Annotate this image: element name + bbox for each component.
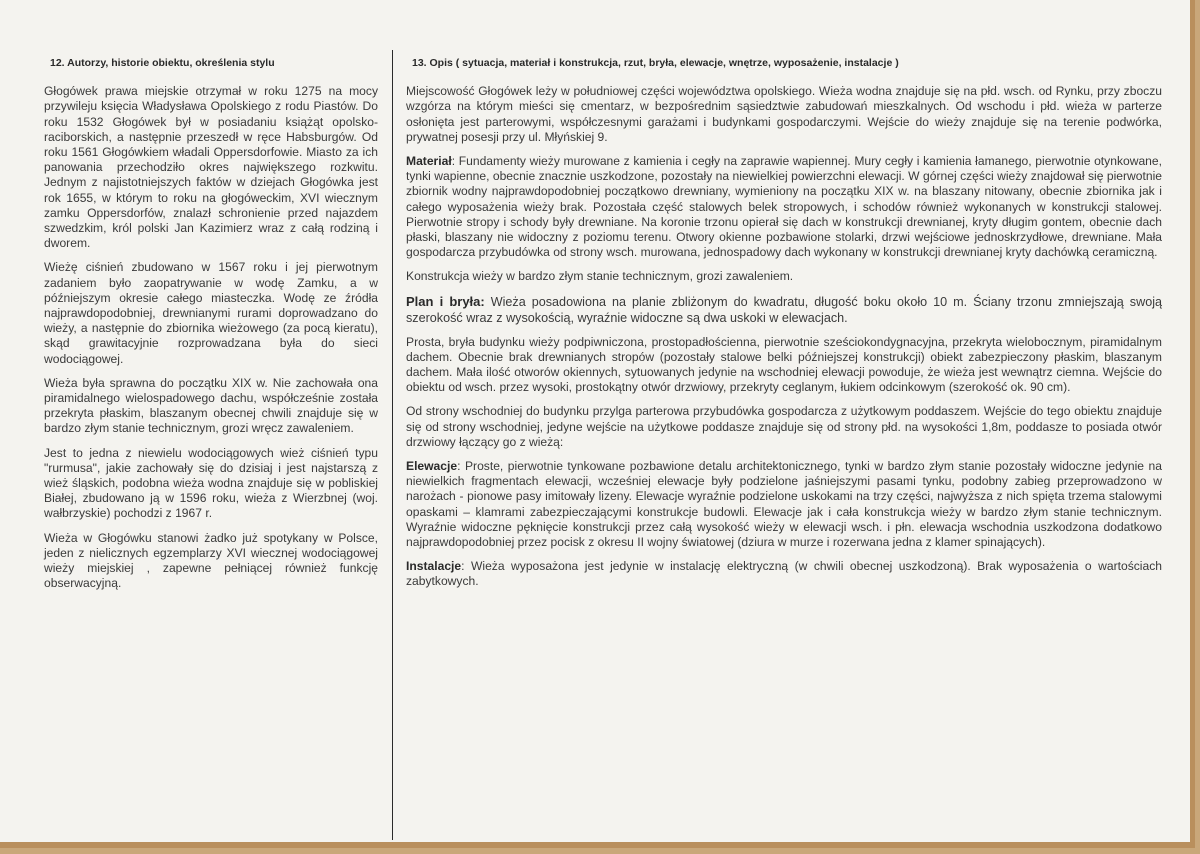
condition-paragraph: Konstrukcja wieży w bardzo złym stanie technicznym, grozi zawaleniem. xyxy=(406,269,794,284)
history-column xyxy=(44,56,378,601)
history-heading: 12. Autorzy, historie obiektu, określenia stylu xyxy=(50,57,275,69)
annex-paragraph: Od strony wschodniej do budynku przylga parterowa przybudówka gospodarcza z użytkowym poddaszem. Wejście do tego obiektu znajduje się od strony wschodniej, jedyne wejście na użytkowe poddasze znajduje się od strony płd. na wysokości 1,8m, poddasze to posiada otwór drzwiowy łączący go z wieżą: xyxy=(406,404,1162,449)
history-paragraph-3: Wieża była sprawna do początku XIX w. Nie zachowała ona piramidalnego wielospadowego dachu, współcześnie została przekryta płaskim, blaszanym obecnej chwili znajduje się w bardzo złym stanie technicznym, grozi wręcz zawaleniem. xyxy=(44,375,378,436)
description-column xyxy=(406,56,1162,599)
elevations-paragraph xyxy=(406,459,1162,550)
description-heading: 13. Opis ( sytuacja, materiał i konstrukcja, rzut, bryła, elewacje, wnętrze, wyposażenie, instalacje ) xyxy=(412,57,899,69)
installations-label: Instalacje xyxy=(406,559,462,574)
history-paragraph-5: Wieża w Głogówku stanowi żadko już spotykany w Polsce, jeden z nielicznych egzemplarzy XVI wiecznej wodociągowej wieży miejskiej , zapewne pełniącej również funkcję obserwacyjną. xyxy=(44,530,378,591)
material-label: Materiał xyxy=(406,154,452,169)
history-paragraph-2: Wieżę ciśnień zbudowano w 1567 roku i jej pierwotnym zadaniem było zaopatrywanie w wodę Zamku, a w późniejszym okresie całego miasteczka. Wodę ze źródła najprawdopodobniej, drewnianymi rurami doprowadzano do wieży, a następnie do zbiornika wieżowego (za pocą kieratu), skąd grawitacyjnie rozprowadzana była do sieci wodociągowej. xyxy=(44,260,378,366)
plan-label: Plan i bryła: xyxy=(406,293,485,309)
column-divider xyxy=(392,50,393,840)
body-paragraph: Prosta, bryła budynku wieży podpiwniczona, prostopadłościenna, pierwotnie sześciokondygnacyjna, przekryta wielobocznym, piramidalnym dachem. Obecnie brak drewnianych stropów (pozostały stalowe belki późniejszej konstrukcji) obiekt zabezpieczony płaskim, blaszanym dachem. Mała ilość otworów okiennych, sytuowanych jedynie na wschodniej elewacji powoduje, że wieża jest wewnątrz ciemna. Wejście do obiektu od wsch. przez wysoki, prostokątny otwór drzwiowy, przekryty ceglanym, łukiem odcinkowym (szerokość ok. 90 cm). xyxy=(406,334,1162,395)
installations-paragraph xyxy=(406,559,1162,589)
elevations-label: Elewacje xyxy=(406,459,458,474)
history-paragraph-4: Jest to jedna z niewielu wodociągowych wież ciśnień typu "rurmusa", jakie zachowały się do dzisiaj i jest najstarszą z wież śląskich, podobna wieża wodna znajduje się w pobliskiej Białej, zbudowano ją w 1596 roku, wieża z Wierzbnej (woj. wałbrzyskie) pochodzi z 1967 r. xyxy=(44,445,378,521)
installations-text: : Wieża wyposażona jest jedynie w instalację elektryczną (w chwili obecnej uszkodzoną). Brak wyposażenia o wartościach zabytkowych. xyxy=(406,559,1162,589)
material-text: : Fundamenty wieży murowane z kamienia i cegły na zaprawie wapiennej. Mury cegły i kamienia łamanego, pierwotnie otynkowane, tynki wapienne, obecnie znacznie uszkodzone, pozostały na niewielkiej powierzchni elewacji. W górnej części wieży znajdował się pierwotnie zbiornik wodny najprawdopodobniej początkowo drewniany, wymieniony na początku XIX w. na blaszany nitowany, obecnie zbiornika jak i całego wyposażenia wieży brak. Pozostała część stalowych belek stropowych, i schodów również wykonanych w konstrukcji stalowej. Pierwotnie stropy i schody były drewniane. Na koronie trzonu opierał się dach w konstrukcji drewnianej, kryty długim gontem, obecnie dach płaski, blaszany nie widoczny z poziomu terenu. Otwory okienne pozbawione stolarki, drzwi wejściowe jednoskrzydłowe, drewniane. Mała gospodarcza przybudówka od strony wsch. murowana, jednospadowy dach wykonany w konstrukcji drewnianej kryty dachówką ceramiczną. xyxy=(406,154,1162,260)
material-paragraph xyxy=(406,154,1162,260)
plan-paragraph xyxy=(406,294,1162,326)
elevations-text: : Proste, pierwotnie tynkowane pozbawione detalu architektonicznego, tynki w bardzo złym stanie pozostały widoczne jedynie na niewielkich fragmentach elewacji, wcześniej elewacje były podzielone jaśniejszymi pasami tynku, podobny zabieg przeprowadzono w narożach - pionowe pasy imitowały lizeny. Elewacje wyraźnie podzielone uskokami na trzy części, najwyższa z nich spięta trzema stalowymi opaskami – klamrami zabezpieczającymi konstrukcje budowli. Elewacje jak i cała konstrukcja wieży w bardzo złym stanie technicznym. Wyraźnie widoczne pęknięcie konstrukcji przez całą wysokość wieży w elewacji wsch. i płn. elewacja wschodnia uszkodzona dodatkowo najprawdopodobniej przez pocisk z okresu II wojny światowej (dziura w murze i rozerwana jedna z klamer spinających). xyxy=(406,459,1162,550)
plan-text: Wieża posadowiona na planie zbliżonym do kwadratu, długość boku około 10 m. Ściany trzonu zmniejszają swoją szerokość wraz z wysokością, wyraźnie widoczne są dwa uskoki w elewacjach. xyxy=(406,294,1162,325)
history-paragraph-1: Głogówek prawa miejskie otrzymał w roku 1275 na mocy przywileju księcia Władysława Opolskiego z rodu Piastów. Do roku 1532 Głogówek był w posiadaniu książąt opolsko-raciborskich, a następnie przeszedł w ręce Habsburgów. Od roku 1561 Głogówkiem władali Oppersdorfowie. Miasto za ich panowania przechodziło okres największego rozkwitu. Jednym z najistotniejszych faktów w dziejach Głogówka jest rok 1655, w którym to roku na głogóweckim, XVI wiecznym zamku Oppersdorfów, znalazł schronienie przed najazdem szwedzkim, król polski Jan Kazimierz wraz z całą rodziną i dworem. xyxy=(44,84,378,251)
location-paragraph: Miejscowość Głogówek leży w południowej części województwa opolskiego. Wieża wodna znajduje się na płd. wsch. od Rynku, przy zboczu wzgórza na którym mieści się cmentarz, w bezpośrednim sąsiedztwie zabudowań mieszkalnych. Od wschodu i płd. wieża w parterze osłonięta jest parterowymi, współczesnymi garażami i budynkami gospodarczymi. Wejście do wieży znajduje się na terenie podwórka, prywatnej posesji przy ul. Młyńskiej 9. xyxy=(406,84,1162,144)
